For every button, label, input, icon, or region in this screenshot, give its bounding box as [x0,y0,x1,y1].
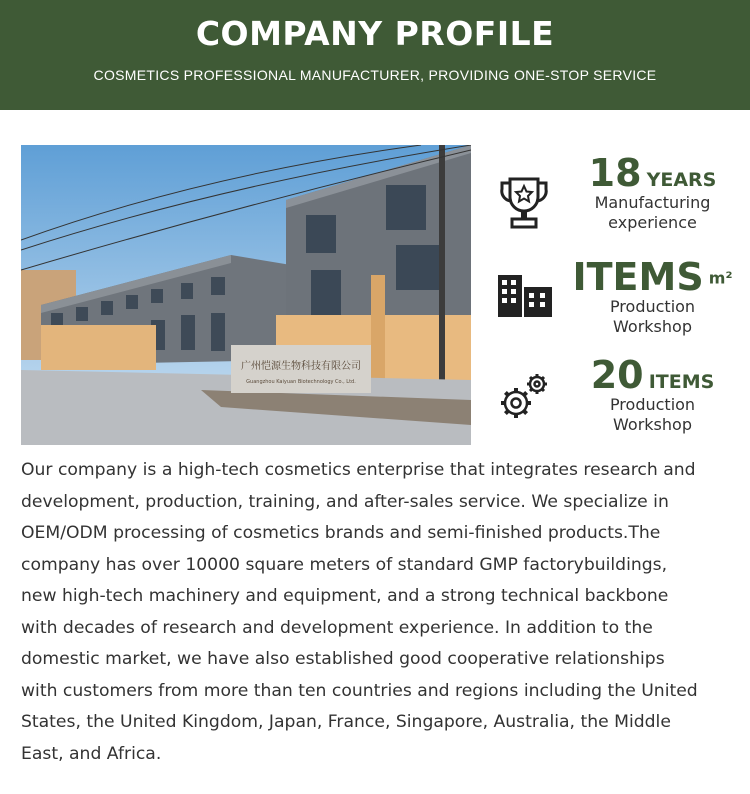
stat-years-text [570,153,735,233]
sign-english-name: Guangzhou Kaiyuan Biotechnology Co., Ltd. [246,379,356,385]
stat-items-text [570,355,735,435]
stat-area-text [570,257,735,337]
stats-panel [490,145,740,445]
description-line: company has over 10000 square meters of standard GMP factorybuildings, [21,554,668,575]
description-line: East, and Africa. [21,743,162,764]
stat-area-label-2: Workshop [613,317,692,336]
description-line: States, the United Kingdom, Japan, France, Singapore, Australia, the Middle [21,712,671,732]
stat-items-label-2: Workshop [613,415,692,434]
stat-items-value: 20 [590,353,644,397]
factory-buildings-icon [496,271,552,327]
sign-chinese-name: 广州恺源生物科技有限公司 [241,361,361,372]
page-subtitle: COSMETICS PROFESSIONAL MANUFACTURER, PROVIDING ONE-STOP SERVICE [93,67,657,83]
stat-items-label-1: Production [609,395,696,414]
description-line: new high-tech machinery and equipment, and a strong technical backbone [21,586,669,606]
company-description [21,455,736,770]
profile-header [0,0,750,110]
page-title: COMPANY PROFILE [195,14,555,53]
description-line: with decades of research and development experience. In addition to the [21,617,653,638]
trophy-icon [496,173,552,229]
stat-years-label-1: Manufacturing [594,193,711,212]
stat-years-unit: YEARS [646,169,717,191]
stat-area-value: ITEMS [572,255,704,299]
stat-years-value: 18 [588,151,642,195]
gears-icon [496,371,552,427]
description-line: domestic market, we have also established good cooperative relationships [21,649,665,669]
description-line: OEM/ODM processing of cosmetics brands and semi-finished products.The [21,523,661,543]
description-line: Our company is a high-tech cosmetics enterprise that integrates research and [21,460,696,480]
description-line: with customers from more than ten countries and regions including the United [21,680,698,701]
description-line: development, production, training, and after-sales service. We specialize in [21,491,669,512]
stat-area-unit: m² [708,268,733,288]
stat-years-label-2: experience [608,213,697,232]
factory-photo [21,145,471,445]
stat-area-label-1: Production [609,297,696,316]
stat-items-unit: ITEMS [648,371,715,393]
